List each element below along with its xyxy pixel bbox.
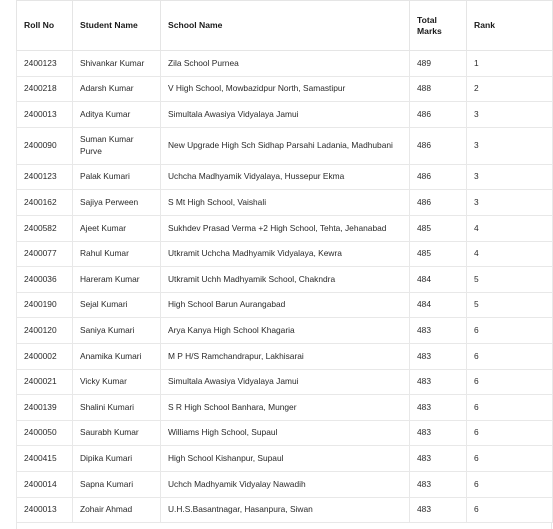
table-row xyxy=(17,241,553,267)
cell-roll-no: 2400123 xyxy=(17,51,73,77)
cell-roll-no: 2400013 xyxy=(17,497,73,523)
cell-student-name: Rahul Kumar xyxy=(73,241,161,267)
cell-school-name: New Upgrade High Sch Sidhap Parsahi Ladania, Madhubani xyxy=(161,127,410,164)
cell-school-name: U.H.S.Basantnagar, Hasanpura, Siwan xyxy=(161,497,410,523)
header-total-marks: Total Marks xyxy=(410,1,467,51)
cell-student-name: Sejal Kumari xyxy=(73,292,161,318)
header-row xyxy=(17,1,553,51)
cell-rank: 1 xyxy=(467,51,553,77)
header-rank: Rank xyxy=(467,1,553,51)
cell-roll-no: 2400120 xyxy=(17,318,73,344)
cell-school-name: Utkramit Uchcha Madhyamik Vidyalaya, Kewra xyxy=(161,241,410,267)
cell-student-name: Shalini Kumari xyxy=(73,395,161,421)
table-continuation xyxy=(16,523,552,529)
cell-roll-no: 2400036 xyxy=(17,267,73,293)
table-row xyxy=(17,215,553,241)
cell-school-name: V High School, Mowbazidpur North, Samastipur xyxy=(161,76,410,102)
table-row xyxy=(17,343,553,369)
cell-student-name: Shivankar Kumar xyxy=(73,51,161,77)
cell-total-marks: 484 xyxy=(410,267,467,293)
cell-total-marks: 483 xyxy=(410,497,467,523)
cell-school-name: S R High School Banhara, Munger xyxy=(161,395,410,421)
cell-total-marks: 483 xyxy=(410,446,467,472)
cell-roll-no: 2400050 xyxy=(17,420,73,446)
cell-rank: 4 xyxy=(467,215,553,241)
cell-school-name: Uchcha Madhyamik Vidyalaya, Hussepur Ekma xyxy=(161,164,410,190)
cell-school-name: Sukhdev Prasad Verma +2 High School, Tehta, Jehanabad xyxy=(161,215,410,241)
cell-roll-no: 2400582 xyxy=(17,215,73,241)
cell-school-name: Uchch Madhyamik Vidyalay Nawadih xyxy=(161,471,410,497)
cell-student-name: Ajeet Kumar xyxy=(73,215,161,241)
cell-roll-no: 2400190 xyxy=(17,292,73,318)
cell-school-name: Williams High School, Supaul xyxy=(161,420,410,446)
cell-rank: 6 xyxy=(467,369,553,395)
cell-student-name: Hareram Kumar xyxy=(73,267,161,293)
cell-roll-no: 2400139 xyxy=(17,395,73,421)
cell-total-marks: 486 xyxy=(410,190,467,216)
cell-student-name: Palak Kumari xyxy=(73,164,161,190)
table-header xyxy=(17,1,553,51)
table-row xyxy=(17,190,553,216)
cell-roll-no: 2400123 xyxy=(17,164,73,190)
table-row xyxy=(17,164,553,190)
cell-student-name: Adarsh Kumar xyxy=(73,76,161,102)
header-school-name: School Name xyxy=(161,1,410,51)
table-row xyxy=(17,292,553,318)
header-student-name: Student Name xyxy=(73,1,161,51)
cell-total-marks: 486 xyxy=(410,164,467,190)
cell-school-name: M P H/S Ramchandrapur, Lakhisarai xyxy=(161,343,410,369)
table-row xyxy=(17,395,553,421)
cell-total-marks: 485 xyxy=(410,215,467,241)
table-row xyxy=(17,420,553,446)
cell-rank: 6 xyxy=(467,446,553,472)
cell-student-name: Saurabh Kumar xyxy=(73,420,161,446)
cell-roll-no: 2400021 xyxy=(17,369,73,395)
cell-school-name: S Mt High School, Vaishali xyxy=(161,190,410,216)
table-row xyxy=(17,127,553,164)
table-row xyxy=(17,102,553,128)
cell-total-marks: 488 xyxy=(410,76,467,102)
results-table xyxy=(16,0,553,523)
cell-rank: 2 xyxy=(467,76,553,102)
cell-school-name: Utkramit Uchh Madhyamik School, Chakndra xyxy=(161,267,410,293)
cell-school-name: High School Kishanpur, Supaul xyxy=(161,446,410,472)
cell-rank: 6 xyxy=(467,471,553,497)
cell-school-name: Arya Kanya High School Khagaria xyxy=(161,318,410,344)
cell-roll-no: 2400162 xyxy=(17,190,73,216)
table-row xyxy=(17,51,553,77)
cell-roll-no: 2400415 xyxy=(17,446,73,472)
cell-roll-no: 2400077 xyxy=(17,241,73,267)
cell-rank: 6 xyxy=(467,497,553,523)
cell-total-marks: 485 xyxy=(410,241,467,267)
cell-roll-no: 2400218 xyxy=(17,76,73,102)
table-row xyxy=(17,76,553,102)
cell-student-name: Saniya Kumari xyxy=(73,318,161,344)
cell-roll-no: 2400014 xyxy=(17,471,73,497)
cell-student-name: Sajiya Perween xyxy=(73,190,161,216)
cell-rank: 6 xyxy=(467,343,553,369)
table-row xyxy=(17,318,553,344)
cell-roll-no: 2400002 xyxy=(17,343,73,369)
cell-student-name: Vicky Kumar xyxy=(73,369,161,395)
cell-student-name: Anamika Kumari xyxy=(73,343,161,369)
header-roll-no: Roll No xyxy=(17,1,73,51)
cell-school-name: Simultala Awasiya Vidyalaya Jamui xyxy=(161,102,410,128)
cell-school-name: Zila School Purnea xyxy=(161,51,410,77)
cell-total-marks: 483 xyxy=(410,395,467,421)
table-row xyxy=(17,497,553,523)
cell-rank: 6 xyxy=(467,318,553,344)
cell-total-marks: 486 xyxy=(410,102,467,128)
cell-rank: 3 xyxy=(467,164,553,190)
cell-student-name: Aditya Kumar xyxy=(73,102,161,128)
cell-total-marks: 483 xyxy=(410,471,467,497)
cell-student-name: Sapna Kumari xyxy=(73,471,161,497)
table-row xyxy=(17,369,553,395)
cell-rank: 6 xyxy=(467,395,553,421)
cell-total-marks: 483 xyxy=(410,318,467,344)
cell-rank: 3 xyxy=(467,127,553,164)
cell-student-name: Zohair Ahmad xyxy=(73,497,161,523)
table-body xyxy=(17,51,553,523)
cell-school-name: High School Barun Aurangabad xyxy=(161,292,410,318)
cell-total-marks: 483 xyxy=(410,369,467,395)
table-row xyxy=(17,267,553,293)
cell-total-marks: 489 xyxy=(410,51,467,77)
cell-rank: 3 xyxy=(467,190,553,216)
cell-total-marks: 484 xyxy=(410,292,467,318)
table-row xyxy=(17,446,553,472)
cell-student-name: Suman Kumar Purve xyxy=(73,127,161,164)
cell-rank: 5 xyxy=(467,292,553,318)
cell-rank: 5 xyxy=(467,267,553,293)
cell-rank: 4 xyxy=(467,241,553,267)
cell-rank: 6 xyxy=(467,420,553,446)
cell-rank: 3 xyxy=(467,102,553,128)
cell-roll-no: 2400013 xyxy=(17,102,73,128)
cell-roll-no: 2400090 xyxy=(17,127,73,164)
cell-school-name: Simultala Awasiya Vidyalaya Jamui xyxy=(161,369,410,395)
table-row xyxy=(17,471,553,497)
cell-student-name: Dipika Kumari xyxy=(73,446,161,472)
cell-total-marks: 483 xyxy=(410,343,467,369)
cell-total-marks: 486 xyxy=(410,127,467,164)
cell-total-marks: 483 xyxy=(410,420,467,446)
